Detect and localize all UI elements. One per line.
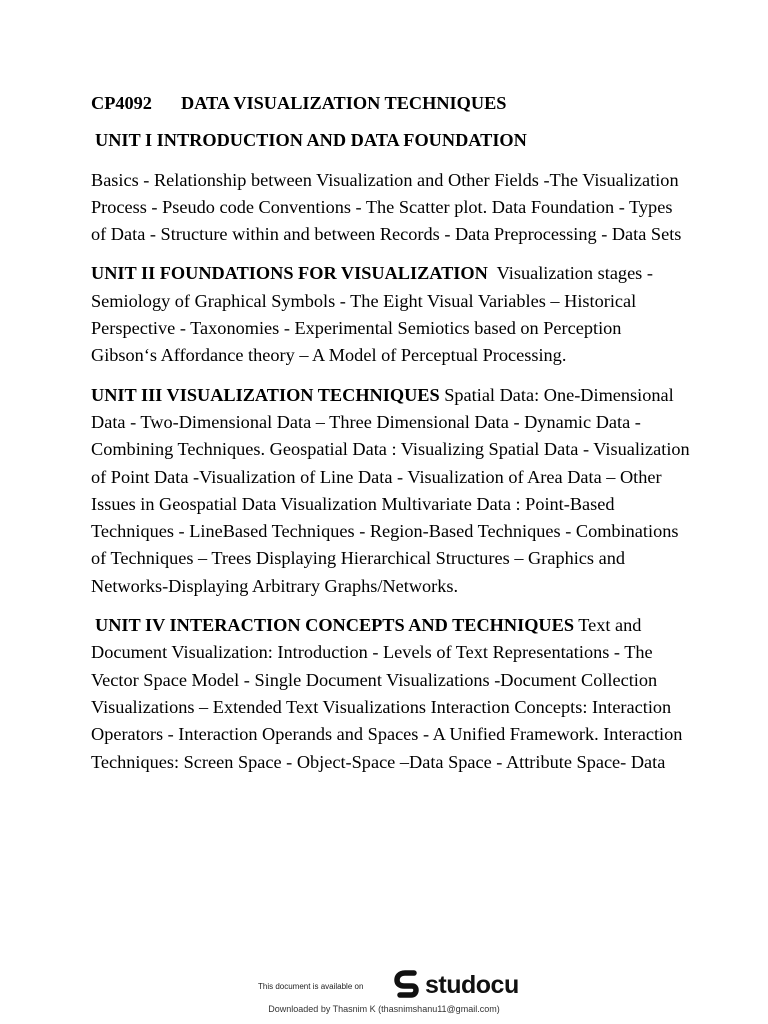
course-title: DATA VISUALIZATION TECHNIQUES [181,93,507,113]
unit-4-paragraph [91,612,691,776]
course-code: CP4092 [91,93,152,113]
unit-4-body: Text and Document Visualization: Introduction - Levels of Text Representations - The Vector Space Model - Single Document Visualizations -Document Collection Visualizations – Extended Text Visualizations Interaction Concepts: Interaction Operators - Interaction Operands and Spaces - A Unified Framework. Interaction Techniques: Screen Space - Object-Space –Data Space - Attribute Space- Data [91,615,683,772]
course-title-line [91,90,691,117]
download-attribution: Downloaded by Thasnim K (thasnimshanu11@gmail.com) [268,1004,500,1014]
unit-3-paragraph [91,382,691,600]
unit-1-heading: UNIT I INTRODUCTION AND DATA FOUNDATION [95,130,527,151]
studocu-logo-icon [394,970,422,1000]
studocu-logo-text: studocu [425,971,519,999]
unit-2-body: Visualization stages - Semiology of Graphical Symbols - The Eight Visual Variables – Historical Perspective - Taxonomies - Experimental Semiotics based on Perception Gibson‘s Affordance theory – A Model of Perceptual Processing. [91,263,653,366]
unit-2-paragraph [91,260,691,369]
unit-3-heading: UNIT III VISUALIZATION TECHNIQUES [91,384,440,405]
page-footer [0,966,768,1024]
unit-2-heading: UNIT II FOUNDATIONS FOR VISUALIZATION [91,263,488,284]
unit-1-body: Basics - Relationship between Visualization and Other Fields -The Visualization Process - Pseudo code Conventions - The Scatter plot. Data Foundation - Types of Data - Structure within and between Records - Data Preprocessing - Data Sets [91,169,682,245]
unit-4-heading: UNIT IV INTERACTION CONCEPTS AND TECHNIQUES [95,615,574,636]
unit-3-body: Spatial Data: One-Dimensional Data - Two-Dimensional Data – Three Dimensional Data - Dynamic Data - Combining Techniques. Geospatial Data : Visualizing Spatial Data - Visualization of Point Data -Visualization of Line Data - Visualization of Area Data – Other Issues in Geospatial Data Visualization Multivariate Data : Point-Based Techniques - LineBased Techniques - Region-Based Techniques - Combinations of Techniques – Trees Displaying Hierarchical Structures – Graphics and Networks-Displaying Arbitrary Graphs/Networks. [91,384,690,596]
availability-note: This document is available on [258,982,364,991]
studocu-logo[interactable] [394,970,519,1000]
syllabus-content [91,90,691,788]
